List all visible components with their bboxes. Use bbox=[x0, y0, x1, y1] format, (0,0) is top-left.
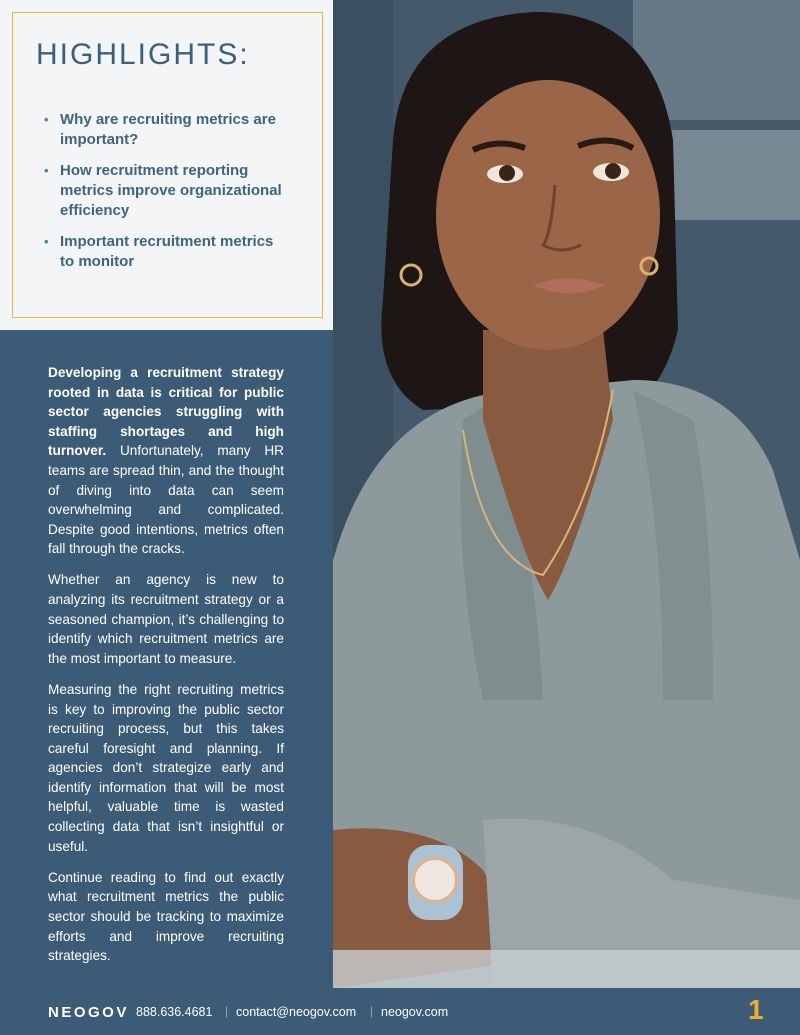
highlight-item bbox=[36, 161, 286, 221]
page-number: 1 bbox=[748, 994, 764, 1025]
body-paragraph: Whether an agency is new to analyzing its recruitment strategy or a seasoned champion, it’s challenging to identify which recruitment metrics are the most important to measure. bbox=[48, 572, 284, 666]
highlight-item-text: How recruitment reporting metrics improve organizational efficiency bbox=[60, 162, 282, 219]
body-paragraph: Continue reading to find out exactly what recruitment metrics the public sector should be tracking to maximize efforts and improve recruiting strategies. bbox=[48, 869, 284, 964]
bullet-icon: • bbox=[44, 163, 49, 178]
footer-separator: | bbox=[225, 1004, 229, 1018]
footer-phone[interactable]: 888.636.4681 bbox=[136, 1005, 213, 1019]
highlights-title: HIGHLIGHTS: bbox=[36, 38, 250, 71]
footer-email[interactable]: contact@neogov.com bbox=[236, 1005, 357, 1019]
highlights-list bbox=[36, 110, 286, 283]
bullet-icon: • bbox=[44, 234, 49, 249]
neogov-logo: NEOGOV bbox=[48, 1004, 129, 1021]
hero-photo bbox=[333, 0, 800, 988]
highlight-item-text: Why are recruiting metrics are important? bbox=[60, 111, 276, 148]
woman-portrait-illustration bbox=[333, 0, 800, 988]
intro-lead: Developing a recruitment strategy rooted in data is critical for public sector agencies struggling with staffing shortages and high turnover. bbox=[48, 365, 284, 459]
highlight-item bbox=[36, 110, 286, 150]
footer-website[interactable]: neogov.com bbox=[381, 1005, 449, 1019]
page-footer bbox=[0, 988, 800, 1035]
highlights-panel bbox=[0, 0, 333, 330]
footer-separator: | bbox=[370, 1004, 374, 1018]
body-paragraph: Measuring the right recruiting metrics is key to improving the public sector recruiting process, but this takes careful foresight and planning. If agencies don’t strategize early and identify information that will be most helpful, valuable time is wasted collecting data that isn’t insightful or useful. bbox=[48, 681, 284, 854]
intro-text bbox=[48, 363, 284, 977]
bullet-icon: • bbox=[44, 112, 49, 127]
intro-paragraph bbox=[48, 363, 284, 559]
highlight-item bbox=[36, 232, 286, 272]
intro-lead-rest: Unfortunately, many HR teams are spread thin, and the thought of diving into data can seem overwhelming and complicated. Despite good intentions, metrics often fall through the cracks. bbox=[48, 443, 284, 557]
highlight-item-text: Important recruitment metrics to monitor bbox=[60, 233, 274, 270]
